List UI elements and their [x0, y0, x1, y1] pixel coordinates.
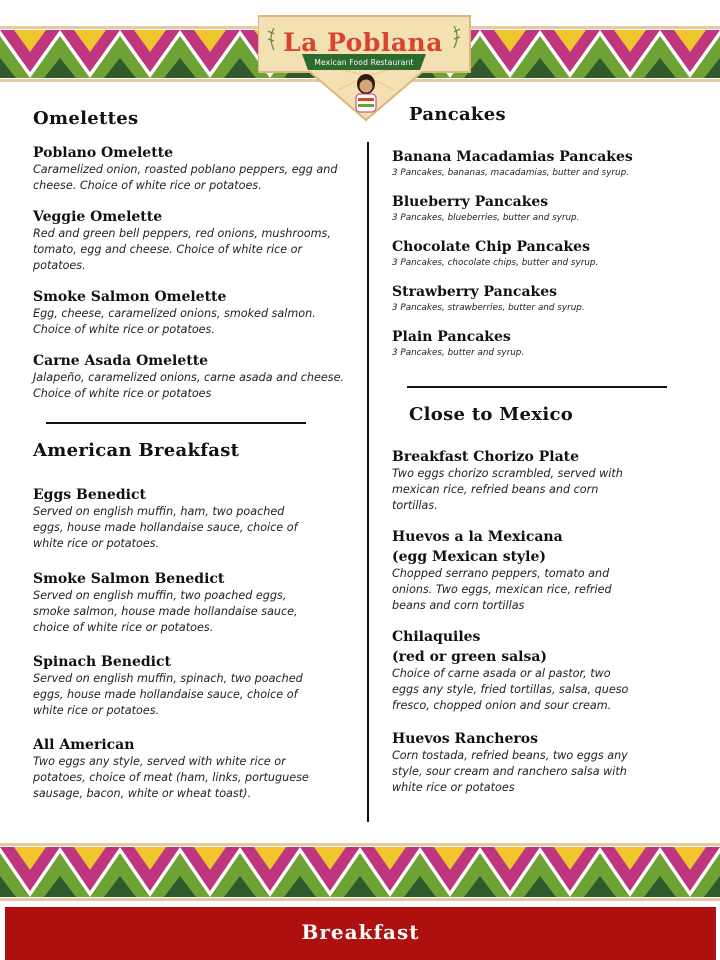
section-title-close-to-mexico: Close to Mexico: [409, 404, 574, 425]
item-desc-line: fresco, chopped onion and sour cream.: [392, 699, 612, 712]
item-desc-line: white rice or potatoes.: [33, 537, 160, 550]
menu-item: [392, 629, 702, 714]
menu-item: [392, 449, 702, 514]
item-desc-line: beans and corn tortillas: [392, 599, 525, 612]
item-name: Banana Macadamias Pancakes: [392, 149, 633, 165]
menu-item: [392, 284, 702, 315]
item-desc-line: mexican rice, refried beans and corn: [392, 483, 599, 496]
item-desc-line: 3 Pancakes, blueberries, butter and syrup.: [392, 213, 580, 223]
item-name: Strawberry Pancakes: [392, 284, 558, 300]
section-divider: [407, 386, 667, 388]
menu-item: [392, 329, 702, 360]
menu-item: [392, 529, 702, 614]
item-desc-line: 3 Pancakes, strawberries, butter and syrup.: [392, 303, 585, 313]
footer-bar: [5, 907, 716, 960]
item-name: Huevos Rancheros: [392, 731, 538, 747]
menu-item: [392, 194, 702, 225]
menu-item: [33, 289, 373, 338]
item-desc-line: Two eggs chorizo scrambled, served with: [392, 467, 623, 480]
item-name: Smoke Salmon Benedict: [33, 571, 225, 587]
item-desc-line: 3 Pancakes, chocolate chips, butter and syrup.: [392, 258, 599, 268]
item-desc-line: Served on english muffin, spinach, two poached: [33, 672, 303, 685]
item-name: Smoke Salmon Omelette: [33, 289, 227, 305]
item-name: Chocolate Chip Pancakes: [392, 239, 590, 255]
item-desc-line: Served on english muffin, ham, two poached: [33, 505, 285, 518]
item-desc-line: potatoes.: [33, 259, 86, 272]
section-title-omelettes: Omelettes: [33, 108, 139, 129]
item-name: Poblano Omelette: [33, 145, 174, 161]
item-name: Spinach Benedict: [33, 654, 171, 670]
item-name: Blueberry Pancakes: [392, 194, 549, 210]
column-divider: [367, 142, 369, 822]
section-title-american-breakfast: American Breakfast: [33, 440, 240, 461]
item-name: Eggs Benedict: [33, 487, 146, 503]
menu-item: [33, 571, 373, 636]
item-desc-line: cheese. Choice of white rice or potatoes.: [33, 179, 262, 192]
section-title-pancakes: Pancakes: [409, 104, 506, 125]
item-name: Veggie Omelette: [33, 209, 163, 225]
menu-item: [392, 239, 702, 270]
item-desc-line: smoke salmon, house made hollandaise sauce,: [33, 605, 298, 618]
item-name: Breakfast Chorizo Plate: [392, 449, 580, 465]
item-desc-line: eggs any style, fried tortillas, salsa, queso: [392, 683, 629, 696]
item-desc-line: Choice of white rice or potatoes.: [33, 323, 215, 336]
item-desc-line: Served on english muffin, two poached eggs,: [33, 589, 287, 602]
item-desc-line: Caramelized onion, roasted poblano peppers, egg and: [33, 163, 338, 176]
bottom-decorative-band: [0, 843, 720, 901]
item-name: Huevos a la Mexicana: [392, 529, 563, 545]
item-name-sub: (red or green salsa): [392, 649, 548, 665]
item-desc-line: eggs, house made hollandaise sauce, choice of: [33, 521, 298, 534]
item-desc-line: Jalapeño, caramelized onions, carne asada and cheese.: [33, 371, 345, 384]
menu-item: [33, 737, 373, 802]
item-desc-line: tortillas.: [392, 499, 438, 512]
menu-item: [33, 209, 373, 274]
item-desc-line: Egg, cheese, caramelized onions, smoked salmon.: [33, 307, 316, 320]
logo-subtitle: Mexican Food Restaurant: [314, 58, 414, 67]
item-name: Plain Pancakes: [392, 329, 511, 345]
item-desc-line: Chopped serrano peppers, tomato and: [392, 567, 610, 580]
menu-item: [33, 353, 373, 402]
item-name-sub: (egg Mexican style): [392, 549, 547, 565]
item-desc-line: Corn tostada, refried beans, two eggs any: [392, 749, 628, 762]
menu-item: [33, 654, 373, 719]
item-desc-line: sausage, bacon, white or wheat toast).: [33, 787, 252, 800]
logo-name: La Poblana: [283, 28, 443, 57]
item-desc-line: Choice of white rice or potatoes: [33, 387, 212, 400]
menu-item: [392, 149, 702, 180]
item-desc-line: white rice or potatoes: [392, 781, 515, 794]
item-desc-line: 3 Pancakes, bananas, macadamias, butter and syrup.: [392, 168, 629, 178]
footer-title: Breakfast: [301, 920, 420, 944]
item-name: Carne Asada Omelette: [33, 353, 209, 369]
item-name: All American: [33, 737, 135, 753]
section-divider: [46, 422, 306, 424]
item-desc-line: white rice or potatoes.: [33, 704, 160, 717]
menu-item: [33, 487, 373, 552]
item-desc-line: style, sour cream and ranchero salsa with: [392, 765, 627, 778]
item-desc-line: tomato, egg and cheese. Choice of white rice or: [33, 243, 303, 256]
item-desc-line: eggs, house made hollandaise sauce, choice of: [33, 688, 298, 701]
menu-item: [33, 145, 373, 194]
item-desc-line: Red and green bell peppers, red onions, mushrooms,: [33, 227, 331, 240]
item-name: Chilaquiles: [392, 629, 481, 645]
item-desc-line: Two eggs any style, served with white rice or: [33, 755, 286, 768]
item-desc-line: potatoes, choice of meat (ham, links, portuguese: [33, 771, 309, 784]
item-desc-line: 3 Pancakes, butter and syrup.: [392, 348, 525, 358]
item-desc-line: choice of white rice or potatoes.: [33, 621, 214, 634]
item-desc-line: onions. Two eggs, mexican rice, refried: [392, 583, 612, 596]
menu-item: [392, 731, 702, 796]
item-desc-line: Choice of carne asada or al pastor, two: [392, 667, 611, 680]
